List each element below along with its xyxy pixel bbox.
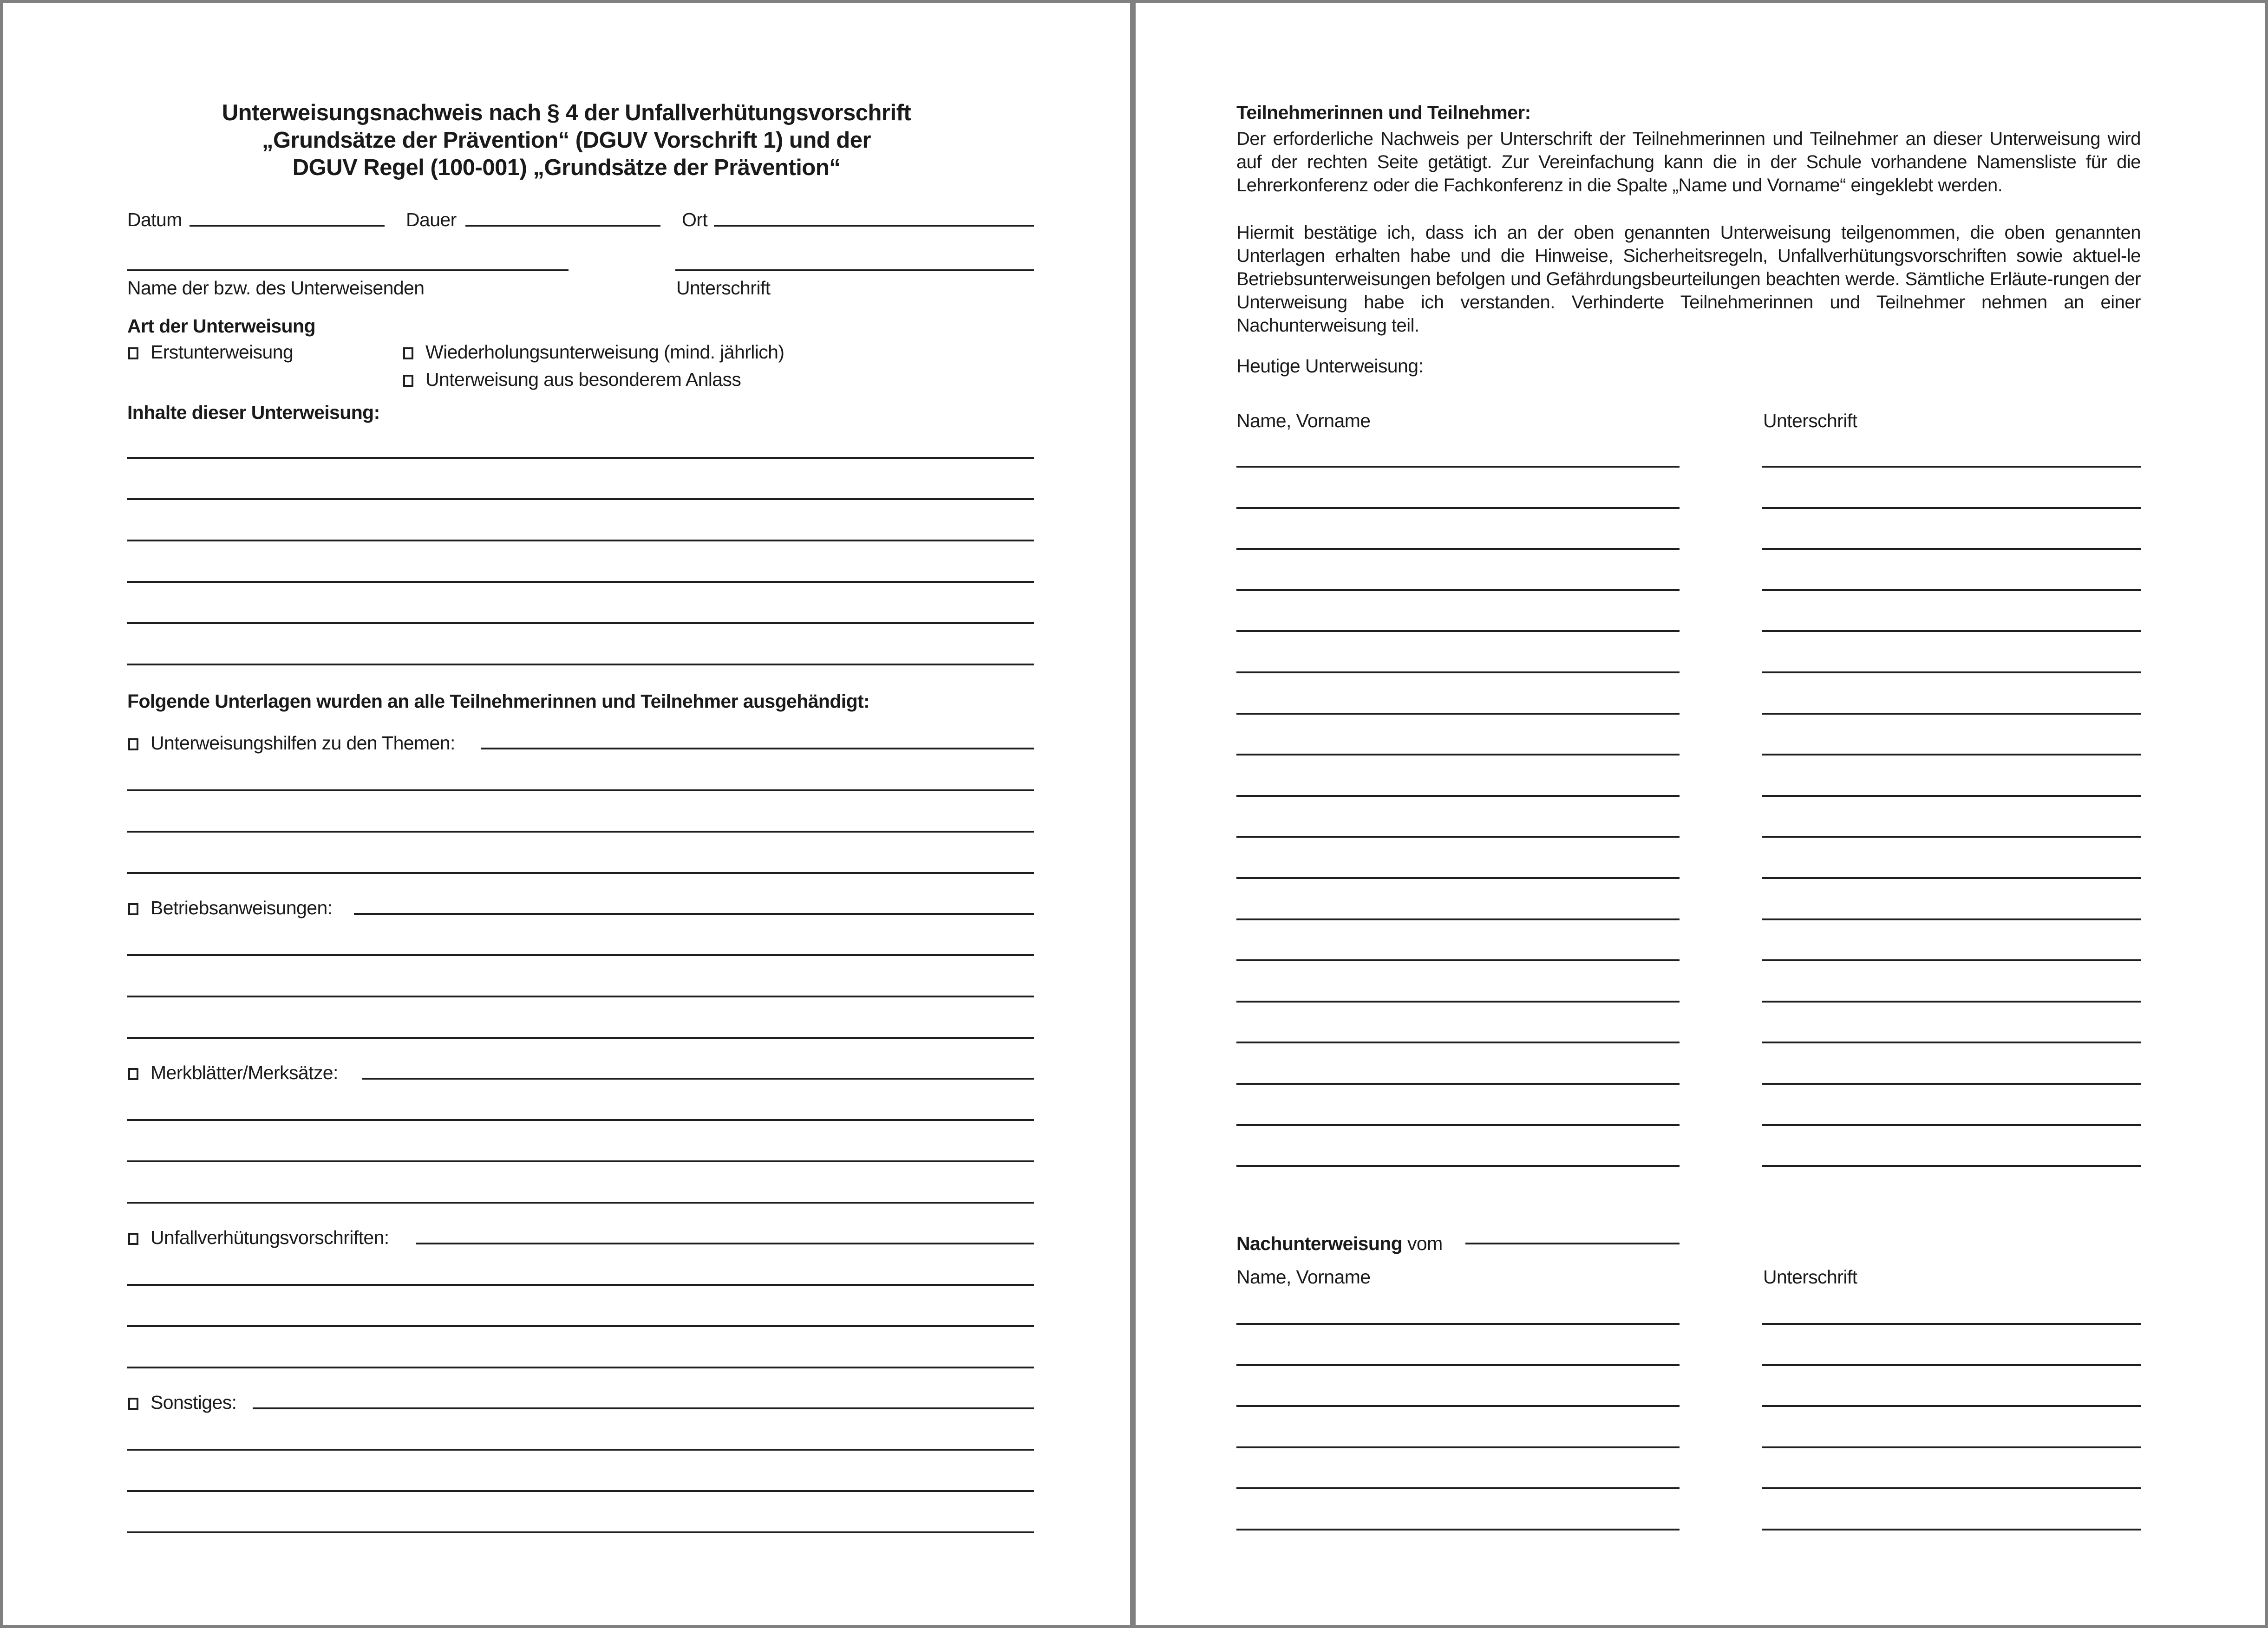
- nach-col-signature-header: Unterschrift: [1763, 1266, 1857, 1288]
- signature-field-line[interactable]: [1762, 466, 2141, 468]
- signature-field-line[interactable]: [1762, 1487, 2141, 1489]
- item-label: Unterweisungshilfen zu den Themen:: [150, 732, 455, 754]
- item-line[interactable]: [127, 1490, 1034, 1492]
- unterlagen-item-sonstiges[interactable]: [128, 1391, 236, 1413]
- name-field-line[interactable]: [1236, 1487, 1680, 1489]
- name-field-line[interactable]: [1236, 466, 1680, 468]
- name-field-line[interactable]: [1236, 1529, 1680, 1530]
- content-line[interactable]: [127, 540, 1034, 541]
- content-line[interactable]: [127, 457, 1034, 459]
- signature-field-line[interactable]: [1762, 1124, 2141, 1126]
- signature-field-line[interactable]: [1762, 1364, 2141, 1366]
- name-field-line[interactable]: [1236, 1042, 1680, 1043]
- item-line[interactable]: [481, 748, 1034, 749]
- signature-field-line[interactable]: [1762, 1083, 2141, 1085]
- name-field-line[interactable]: [1236, 713, 1680, 715]
- name-field-line[interactable]: [1236, 1001, 1680, 1003]
- item-line[interactable]: [127, 1037, 1034, 1039]
- signature-field-line[interactable]: [1762, 671, 2141, 673]
- item-line[interactable]: [416, 1243, 1034, 1244]
- item-line[interactable]: [127, 831, 1034, 833]
- name-field-line[interactable]: [1236, 589, 1680, 591]
- checkbox-icon[interactable]: [128, 1233, 138, 1245]
- nachunterweisung-label: [1236, 1232, 1443, 1255]
- col-signature-header: Unterschrift: [1763, 410, 1857, 431]
- option-label: Wiederholungsunterweisung (mind. jährlich): [425, 341, 784, 363]
- item-line[interactable]: [362, 1078, 1034, 1080]
- name-field-line[interactable]: [1236, 507, 1680, 509]
- datum-label: Datum: [127, 209, 182, 230]
- unterlagen-item-unfallverhuetung[interactable]: [128, 1226, 389, 1249]
- signature-field-line[interactable]: [1762, 1001, 2141, 1003]
- name-field-line[interactable]: [1236, 1323, 1680, 1325]
- item-line[interactable]: [127, 1367, 1034, 1368]
- nachunterweisung-bold: Nachunterweisung: [1236, 1233, 1403, 1254]
- signature-field-line[interactable]: [1762, 754, 2141, 755]
- name-field-line[interactable]: [1236, 1446, 1680, 1448]
- item-line[interactable]: [253, 1407, 1034, 1409]
- item-label: Sonstiges:: [150, 1392, 237, 1413]
- intro-text: Der erforderliche Nachweis per Unterschrift der Teilnehmerinnen und Teilnehmer an dieser Unterweisung wird auf der rechten Seite getätigt. Zur Vereinfachung kann die in der Schule vorhandene Namensliste für die Lehrerkonferenz oder die Fachkonferenz in die Spalte „Name und Vorname“ eingeklebt werden.: [1236, 129, 2141, 195]
- left-page: [3, 3, 1130, 1625]
- item-line[interactable]: [127, 954, 1034, 956]
- signature-field-line[interactable]: [1762, 548, 2141, 550]
- instructor-name-field[interactable]: [127, 269, 569, 271]
- item-line[interactable]: [127, 1160, 1034, 1162]
- signature-field-line[interactable]: [1762, 959, 2141, 961]
- item-label: Betriebsanweisungen:: [150, 897, 333, 918]
- datum-field[interactable]: [190, 225, 385, 227]
- signature-field-line[interactable]: [1762, 713, 2141, 715]
- name-field-line[interactable]: [1236, 877, 1680, 879]
- item-line[interactable]: [127, 1449, 1034, 1451]
- checkbox-icon[interactable]: [403, 347, 413, 359]
- name-field-line[interactable]: [1236, 1124, 1680, 1126]
- right-page: [1136, 3, 2265, 1625]
- unterlagen-item-unterweisungshilfen[interactable]: [128, 732, 459, 754]
- content-line[interactable]: [127, 622, 1034, 624]
- ort-label: Ort: [682, 209, 708, 230]
- signature-field-line[interactable]: [1762, 1529, 2141, 1530]
- name-field-line[interactable]: [1236, 918, 1680, 920]
- checkbox-icon[interactable]: [128, 347, 138, 359]
- option-erstunterweisung[interactable]: [128, 341, 293, 363]
- checkbox-icon[interactable]: [128, 903, 138, 915]
- signature-field-line[interactable]: [1762, 589, 2141, 591]
- checkbox-icon[interactable]: [128, 1068, 138, 1080]
- signature-field-line[interactable]: [1762, 1323, 2141, 1325]
- name-field-line[interactable]: [1236, 1083, 1680, 1085]
- item-line[interactable]: [127, 1202, 1034, 1204]
- confirmation-paragraph: [1236, 221, 2141, 337]
- option-label: Erstunterweisung: [150, 341, 294, 363]
- instructor-signature-label: Unterschrift: [676, 277, 771, 299]
- item-line[interactable]: [127, 1119, 1034, 1121]
- signature-field-line[interactable]: [1762, 507, 2141, 509]
- content-line[interactable]: [127, 498, 1034, 500]
- item-line[interactable]: [127, 1531, 1034, 1533]
- checkbox-icon[interactable]: [403, 375, 413, 387]
- name-field-line[interactable]: [1236, 548, 1680, 550]
- name-field-line[interactable]: [1236, 671, 1680, 673]
- title-line-2: „Grundsätze der Prävention“ (DGUV Vorschrift 1) und der: [261, 128, 871, 153]
- signature-field-line[interactable]: [1762, 1446, 2141, 1448]
- art-heading: Art der Unterweisung: [127, 315, 315, 337]
- content-line[interactable]: [127, 664, 1034, 665]
- item-line[interactable]: [354, 913, 1034, 915]
- dauer-label: Dauer: [406, 209, 457, 230]
- unterlagen-item-betriebsanweisungen[interactable]: [128, 897, 332, 919]
- name-field-line[interactable]: [1236, 1364, 1680, 1366]
- name-field-line[interactable]: [1236, 1165, 1680, 1167]
- nachunterweisung-vom: vom: [1402, 1233, 1443, 1254]
- confirmation-text: Hiermit bestätige ich, dass ich an der oben genannten Unterweisung teilgenommen, die oben genannten Unterlagen erhalten habe und die Hinweise, Sicherheitsregeln, Unfallverhütungsvorschriften sowie aktuel-le Betriebsunterweisungen befolgen und Gefährdungsbeurteilungen beachten werde. Sämtliche Erläute-rungen der Unterweisung habe ich verstanden. Verhinderte Teilnehmerinnen und Teilnehmer nehmen an einer Nachunterweisung teil.: [1236, 222, 2141, 336]
- signature-field-line[interactable]: [1762, 630, 2141, 632]
- unterlagen-heading: Folgende Unterlagen wurden an alle Teilnehmerinnen und Teilnehmer ausgehändigt:: [127, 690, 870, 712]
- name-field-line[interactable]: [1236, 836, 1680, 838]
- item-line[interactable]: [127, 1325, 1034, 1327]
- item-line[interactable]: [127, 1284, 1034, 1286]
- inhalte-heading: Inhalte dieser Unterweisung:: [127, 402, 380, 423]
- col-name-header: Name, Vorname: [1236, 410, 1371, 431]
- item-line[interactable]: [127, 996, 1034, 997]
- heutige-label: Heutige Unterweisung:: [1236, 355, 1424, 377]
- nachunterweisung-date-field[interactable]: [1465, 1243, 1680, 1244]
- participants-heading: Teilnehmerinnen und Teilnehmer:: [1236, 102, 1531, 123]
- item-label: Merkblätter/Merksätze:: [150, 1062, 338, 1083]
- name-field-line[interactable]: [1236, 1405, 1680, 1407]
- option-label: Unterweisung aus besonderem Anlass: [425, 369, 741, 390]
- instructor-signature-field[interactable]: [675, 269, 1034, 271]
- signature-field-line[interactable]: [1762, 795, 2141, 797]
- checkbox-icon[interactable]: [128, 738, 138, 750]
- title-line-1: Unterweisungsnachweis nach § 4 der Unfallverhütungsvorschrift: [222, 100, 911, 125]
- item-label: Unfallverhütungsvorschriften:: [150, 1227, 389, 1248]
- option-wiederholung[interactable]: [403, 341, 784, 363]
- signature-field-line[interactable]: [1762, 877, 2141, 879]
- unterlagen-item-merkblaetter[interactable]: [128, 1061, 338, 1084]
- checkbox-icon[interactable]: [128, 1398, 138, 1410]
- title-line-3: DGUV Regel (100-001) „Grundsätze der Prävention“: [292, 155, 841, 180]
- name-field-line[interactable]: [1236, 630, 1680, 632]
- item-line[interactable]: [127, 872, 1034, 874]
- item-line[interactable]: [127, 789, 1034, 791]
- instructor-name-label: Name der bzw. des Unterweisenden: [127, 277, 425, 299]
- signature-field-line[interactable]: [1762, 836, 2141, 838]
- signature-field-line[interactable]: [1762, 918, 2141, 920]
- signature-field-line[interactable]: [1762, 1405, 2141, 1407]
- content-line[interactable]: [127, 581, 1034, 583]
- name-field-line[interactable]: [1236, 795, 1680, 797]
- intro-paragraph: [1236, 127, 2141, 197]
- ort-field[interactable]: [714, 225, 1034, 227]
- name-field-line[interactable]: [1236, 959, 1680, 961]
- option-besonderer-anlass[interactable]: [403, 368, 741, 391]
- nach-col-name-header: Name, Vorname: [1236, 1266, 1371, 1288]
- name-field-line[interactable]: [1236, 754, 1680, 755]
- signature-field-line[interactable]: [1762, 1042, 2141, 1043]
- signature-field-line[interactable]: [1762, 1165, 2141, 1167]
- dauer-field[interactable]: [465, 225, 660, 227]
